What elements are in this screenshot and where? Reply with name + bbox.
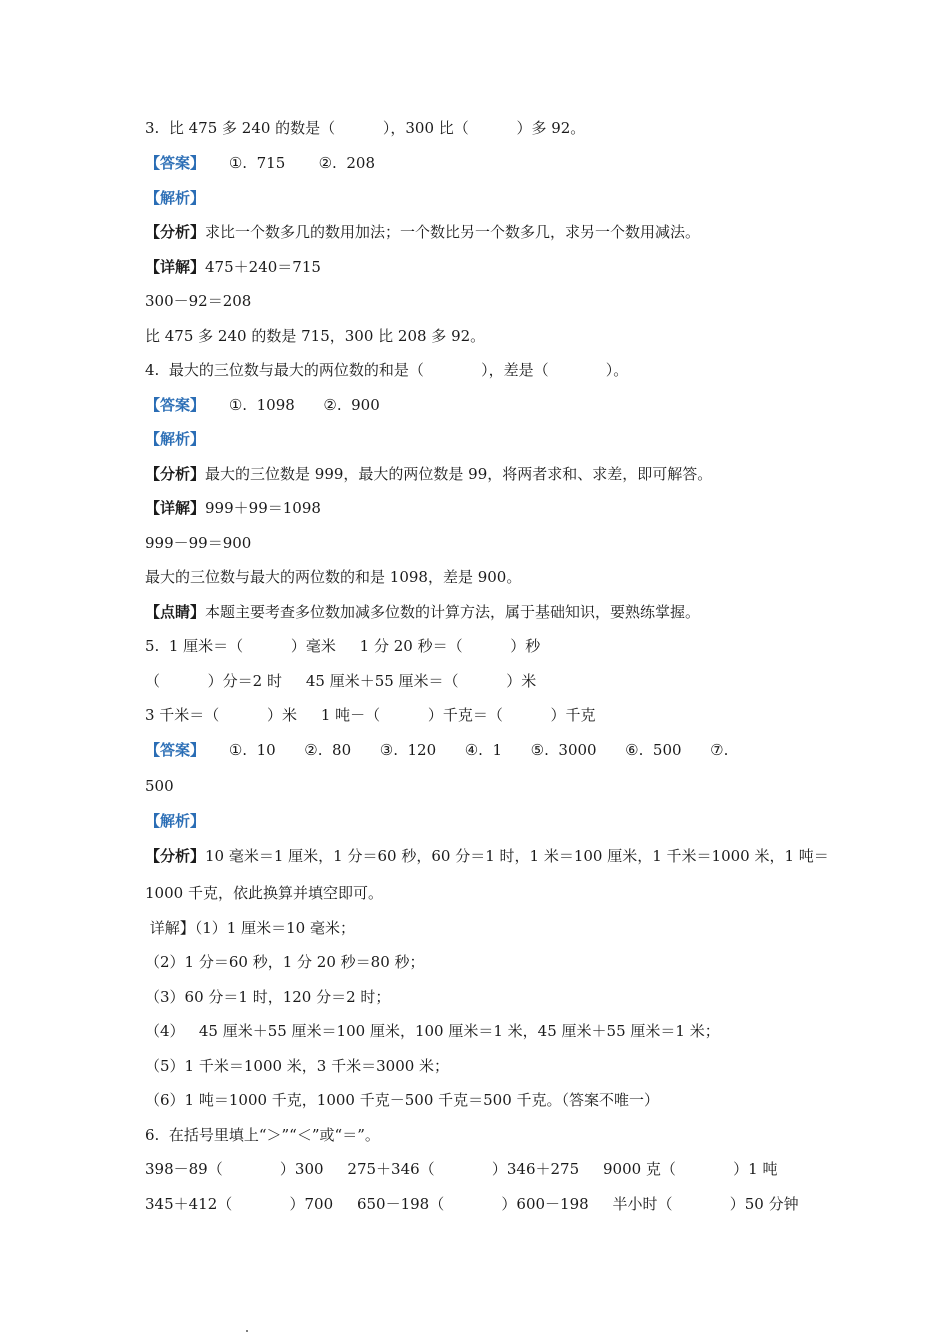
q4-line2: 999－99＝900 (145, 534, 252, 552)
q6-row1: 398－89（ ）300 275＋346（ ）346＋275 9000 克（ ）1 吨 (145, 1160, 778, 1178)
q5-fenxi (145, 846, 829, 866)
q6-row2: 345＋412（ ）700 650－198（ ）600－198 半小时（ ）50 分钟 (145, 1195, 799, 1213)
answer-tag: 【答案】 (145, 741, 206, 759)
q3-answer-text: ①. 715 ②. 208 (205, 154, 375, 172)
q4-dianjing-text: 本题主要考查多位数加减多位数的计算方法，属于基础知识，要熟练掌握。 (205, 603, 701, 621)
fenxi-tag: 【分析】 (145, 223, 206, 241)
q5-question-line2: （ ）分＝2 时 45 厘米＋55 厘米＝（ ）米 (145, 672, 537, 690)
q5-answer-line2: 500 (145, 777, 174, 795)
q3-xiangjie (145, 257, 321, 277)
q4-line3: 最大的三位数与最大的两位数的和是 1098，差是 900。 (145, 568, 522, 586)
q4-question: 4. 最大的三位数与最大的两位数的和是（ ），差是（ ）。 (145, 361, 629, 379)
q3-question: 3. 比 475 多 240 的数是（ ），300 比（ ）多 92。 (145, 119, 586, 137)
q3-line3: 比 475 多 240 的数是 715，300 比 208 多 92。 (145, 327, 486, 345)
analysis-tag: 【解析】 (145, 812, 206, 830)
q5-step5: （5）1 千米＝1000 米，3 千米＝3000 米； (145, 1057, 450, 1075)
fenxi-tag: 【分析】 (145, 465, 206, 483)
xiangjie-tag: 【详解】 (145, 499, 206, 517)
q5-answer-text: ①. 10 ②. 80 ③. 120 ④. 1 ⑤. 3000 ⑥. 500 ⑦. (205, 741, 729, 759)
xiangjie-tag: 【详解】 (145, 258, 206, 276)
analysis-tag: 【解析】 (145, 189, 206, 207)
q4-dianjing (145, 602, 700, 622)
q5-fenxi-text: 10 毫米＝1 厘米，1 分＝60 秒，60 分＝1 时，1 米＝100 厘米，1 千米＝1000 米，1 吨＝ (205, 847, 829, 865)
q5-step3: （3）60 分＝1 时，120 分＝2 时； (145, 988, 391, 1006)
q3-line2: 300－92＝208 (145, 292, 252, 310)
q3-answer (145, 153, 375, 173)
page-dot (246, 1330, 248, 1332)
dianjing-tag: 【点睛】 (145, 603, 206, 621)
q3-fenxi-text: 求比一个数多几的数用加法；一个数比另一个数多几，求另一个数用减法。 (205, 223, 701, 241)
analysis-tag: 【解析】 (145, 430, 206, 448)
q5-question-line3: 3 千米＝（ ）米 1 吨－（ ）千克＝（ ）千克 (145, 706, 596, 724)
q4-analysis-tag (145, 429, 205, 449)
q5-step4: （4） 45 厘米＋55 厘米＝100 厘米，100 厘米＝1 米，45 厘米＋55 厘米＝1 米； (145, 1022, 720, 1040)
q5-fenxi-line2: 1000 千克，依此换算并填空即可。 (145, 884, 383, 902)
answer-tag: 【答案】 (145, 396, 206, 414)
q5-analysis-tag (145, 811, 205, 831)
q4-fenxi (145, 464, 712, 484)
q3-analysis-tag (145, 188, 205, 208)
q5-question-line1: 5. 1 厘米＝（ ）毫米 1 分 20 秒＝（ ）秒 (145, 637, 541, 655)
q5-step2: （2）1 分＝60 秒，1 分 20 秒＝80 秒； (145, 953, 425, 971)
q3-xiangjie-text: 475＋240＝715 (205, 258, 321, 276)
q4-answer (145, 395, 380, 415)
q3-fenxi (145, 222, 700, 242)
q5-step6: （6）1 吨＝1000 千克，1000 千克－500 千克＝500 千克。（答案不唯一） (145, 1091, 660, 1109)
q4-answer-text: ①. 1098 ②. 900 (205, 396, 380, 414)
q4-xiangjie (145, 498, 321, 518)
q5-xiangjie: 详解】（1）1 厘米＝10 毫米； (145, 919, 355, 937)
q4-xiangjie-text: 999＋99＝1098 (205, 499, 321, 517)
fenxi-tag: 【分析】 (145, 847, 206, 865)
answer-tag: 【答案】 (145, 154, 206, 172)
q4-fenxi-text: 最大的三位数是 999，最大的两位数是 99，将两者求和、求差，即可解答。 (205, 465, 713, 483)
q5-answer (145, 740, 728, 760)
q6-question: 6. 在括号里填上“＞”“＜”或“＝”。 (145, 1126, 380, 1144)
